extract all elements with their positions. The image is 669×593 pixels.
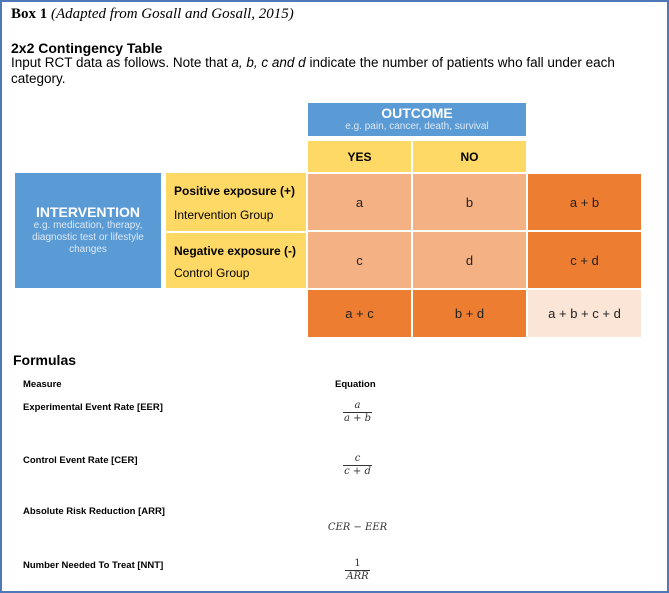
outcome-header [308,103,526,136]
outcome-title: OUTCOME [381,105,453,121]
box-source: (Adapted from Gosall and Gosall, 2015) [51,6,294,22]
cell-b: b [413,174,526,230]
intervention-group-label: Intervention Group [174,208,274,222]
measure-nnt: Number Needed To Treat [NNT] [23,560,164,571]
contingency-heading: 2x2 Contingency Table [11,40,163,56]
measure-eer: Experimental Event Rate [EER] [23,402,163,413]
cer-denominator: c + d [344,466,371,477]
cell-total-cd: c + d [528,232,641,288]
outcome-yes: YES [308,141,411,172]
nnt-numerator: 1 [354,558,361,569]
cell-c: c [308,232,411,288]
outcome-subtitle: e.g. pain, cancer, death, survival [345,121,489,132]
intervention-title: INTERVENTION [36,204,140,220]
equation-arr: CER − EER [327,522,388,533]
cer-numerator: c [354,453,361,464]
intro-vars: a, b, c and d [231,55,306,70]
intro-prefix: Input RCT data as follows. Note that [11,55,232,70]
intervention-subtitle: e.g. medication, therapy, diagnostic test or lifestyle changes [32,220,144,255]
cell-total-ab: a + b [528,174,641,230]
cell-grand-total: a + b + c + d [528,290,641,337]
equation-cer [300,453,415,478]
cell-total-ac: a + c [308,290,411,337]
equation-nnt [300,558,415,583]
cell-total-bd: b + d [413,290,526,337]
box-title [11,6,294,23]
positive-exposure-label: Positive exposure (+) [174,184,296,198]
nnt-denominator: ARR [346,571,369,582]
eer-numerator: a [354,400,361,411]
col-equation-header: Equation [335,379,376,390]
col-measure-header: Measure [23,379,62,390]
box-label: Box 1 [11,6,48,22]
negative-exposure-label: Negative exposure (-) [174,244,297,258]
control-group-label: Control Group [174,266,250,280]
cell-d: d [413,232,526,288]
contingency-intro [11,55,651,87]
measure-arr: Absolute Risk Reduction [ARR] [23,506,165,517]
formulas-heading: Formulas [13,352,77,368]
intervention-header [15,173,161,288]
outcome-no: NO [413,141,526,172]
equation-eer [300,400,415,425]
cell-a: a [308,174,411,230]
measure-cer: Control Event Rate [CER] [23,455,138,466]
intro-suffix: indicate the number of patients who fall under each category. [11,55,615,86]
row-label-positive [166,173,306,231]
row-label-negative [166,233,306,288]
eer-denominator: a + b [343,413,372,424]
